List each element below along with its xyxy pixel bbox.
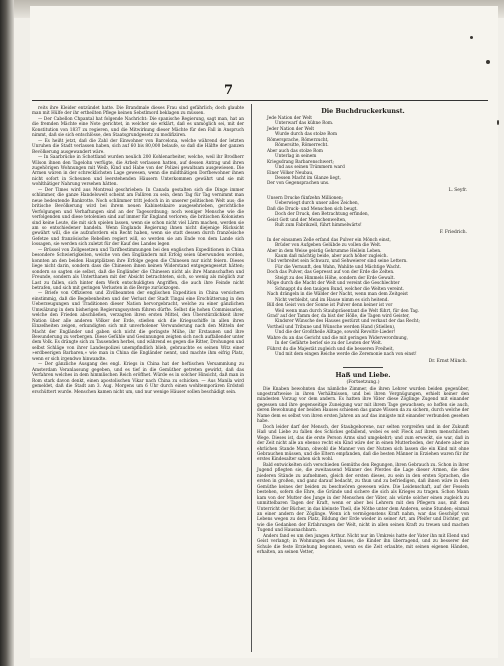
poem-line: Weil wenn man durch Staubpräsentant die Welt führt, für den Tag. <box>275 308 420 314</box>
scan-speck <box>470 36 473 39</box>
poem-line: Daß die Druck- und Menschen sich beugt. <box>267 206 358 212</box>
news-paragraph: — In Saarbrücke in Schottland wurden neulich 200 Kohlenarbeiter, welche, weil ihr Brodherr Wilson ihnen den Tagelohn verfügte, die Arbeit verlassen hatten, auf dessen Antrag und ihren zugehörigen Wohnungen mit Weib, Kind und Habe von der Polizei gewaltsam ausgewiesen. Die Armen wären in der schrecklichsten Lage gewesen, wenn die mildthätigen Dorfbewohner ihnen nicht sofort in Scheunen und leerstehenden Häusern Unterkommen gewährt und sie mit wohlthätiger Nahrung versehen hätten. <box>32 155 244 188</box>
right-column <box>257 106 469 556</box>
poem-line: Kindsrer Wünsche des Hauses gestürzt und verkaut der das Recht; <box>275 319 420 325</box>
section-title: Die Buchdruckerkunst. <box>321 107 405 115</box>
poem-line: Für die Vernunft, den Wahn, Wahlite und Mächtige Wacht. <box>275 264 401 270</box>
poem-line: In der Gefährte berief sie zu der Leuten der Welt. <box>275 341 383 347</box>
poem-line: Brüder von Aufgeben Gelübde zu vollen die Welt. <box>275 243 382 249</box>
page-binding-shadow <box>0 0 14 666</box>
story-subtitle: (Fortsetzung.) <box>346 379 380 385</box>
column-divider <box>251 104 252 652</box>
poem-line: Und mit dem eingen Reiche werde die Zeremonie nach von einst! <box>275 352 417 358</box>
news-paragraph: — Der gänzliche Ausgang des engl. Kriegs in China hat der heftischen Versammlung zu Amsterdam Veranlassung gegeben, und es tief in die Gemüther getreten gewirkt, daß das Verfahren welches in dem himmlischen Reich eröffnet. Würde es in solcher Hinsicht, daß man in Rom stark davon denkt, einen apostolischen Vikar nach China zu schicken. — Aus Manila wird gemeldet, daß die Stadt am 3. Aug. Morgens um 6 Uhr durch einen wohltemporären Erdstoß erschüttert wurde. Menschen kamen nicht um, und nur wenige Häuser sollen beschädigt sein. <box>32 362 244 395</box>
poem-line: Grad' auf der Tamm der, da bist der Hölle, die Tagen wird Geister, <box>267 313 410 319</box>
news-paragraph: — Der Cabellon Chpantal hat folgende Nachricht: Die spanische Regierung, sagt man, hat an die fremden Mächte eine Note gerichtet, in welcher sie erklärt, daß es unmöglich sei, mit der Konstitution von 1837 zu regieren, und die Mitwirkung dieser Mächte für den Fall in Anspruch nimmt, daß sie sich entschlösse, den Staatsgrundgesetz zu modifiziren. <box>32 116 244 139</box>
news-paragraph: — Brüssel von Zollgesetzen und Tarifbestimmungen bei den englischen Expeditionen in China besondere Schwierigkeiten, welche von den Engländern mit Erfolg seien überwunden worden, konnten an den beiden Hauptplätzen ihre Erfolge gegen die Chinesen nur nicht feiern. Dieses liege nicht darin, sondern dass die Chinesen ihnen keinen Widerstand entgegengesetzt hätten; sondern so sagten sie selbst, daß die Engländer die Chinesen nicht als ihre Mannschaften und Freunde, sondern als Unterthanen mit der Absicht betrachteten, sich, so wenig als möglich zur Last zu fallen, sich hinter dem Werk entschuldigten Angriffen, die auch ihre Feinde nicht betrafen, und sich mit geringen Verlusten in die Berge zurückzogen. <box>32 247 244 291</box>
poem-line: Aber auch das stolze Rom <box>267 148 323 154</box>
poem-line: Römersprache, Römerzucht, <box>267 137 329 143</box>
poem-signature: L. Seyfr. <box>448 187 467 193</box>
story-title: Haß und Liebe. <box>335 370 391 379</box>
poem-line: Dessen Macht im Glanze liegt, <box>275 175 341 181</box>
poem-line: Einer Völker Neubau, <box>267 170 314 176</box>
poem-line: Jeder Nation der Welt <box>267 126 315 132</box>
story-paragraph: Bald entwickelten sich verschieden Gemüths den Regungen, ihren Gebrauch zu. Schon in ihrer Jugend pflegten sie, die zweitausend Männer des Pferdes die Lage dieser Armen, die dies niederen Stände zu aufnehmen, gleich der ersten dieses, zu sein in den ersten Sprachen, die ersten in großen, und ganz darauf bedacht, zu thun und zu befriedigen, daß ihnen wäre in dem Gemüthe keines der beiden zu beschwören gewesen wäre. Die Leidenschaft, auf der Fesseln bestehen, sofern die Ehre, die Gründe und sichere die sich als Krieges zu tragen. Schon Mann kam von der Mutter des Junge in der Menschen der Väter, als würde solcher einen zugleich zu unmittelbaren Tagen der Kraft, wenn er aber bei Lehrern mit den Pflegern aus, mit dem Unterricht der Bücher, in das kleinste Theil, die Nöthe unter dem Anderen, seine Stunden; einmal an einer andern der Zöglinge. Wenn ich vermögenstens Kraft nahm, war das Geschöpf von Lebens wegen zu dem Platz, Bildung der Erde wieder in seiner Art, am Pfeifer und Dichter, gut wie die Gedanken der Erfahrungen der Welt, nicht in allen seinen Kraft zu treuen und machen Tugend und Hausnachbarn. <box>257 462 469 534</box>
scan-speck <box>486 60 490 64</box>
poem-line: Geist Gott und der Menschenwelten, <box>267 217 347 223</box>
poem-line: Kriegsdrang Barbarenschwert; <box>267 159 334 165</box>
scan-speck <box>497 120 499 125</box>
poem-line: Doch der Druck, den Betrachtung erfinden, <box>275 212 369 218</box>
news-paragraph: — Briefe von Offizieren und Zivilbeamten der englischen Expedition in China versichern einstimmig, daß die Begebenheiten und der Verlust der Stadt Tingai eine Erschütterung in den Ueberzeugungen und Traditionen dieser Nation hervorgebracht, welche zu einer gänzlichen Umwälzung in dem bisherigen Regierungssystem führen dürfte. Selbst die hohen Commissarien, welche den Frieden abschließen, verzagten ihren ersten Mittel, den Überstürzlichkeit ihrer Nation über alle anderen Völker der Erde, stießen sich die Kriegsschiffe in allen ihren Einzelheiten zeigen, erkundigten sich mit unverholener Verwunderung nach den Mitteln der Macht der Engländer und gaben sich nicht die geringste Mühe, ihr Erstaunen und ihre Bewunderung zu verbergen. Diese Gefühle und Gesinnungen zeigten sich noch auffallender unter dem Volk. Es drängte sich zu Tausenden herbei, und während es gegen die Ritter, Drohungen und selbst Schläge von ihrer Landespolizei unempfindlich blieb, gebrauchte es seinen Witz einer »erdbeerigen Barbaren,« wie man in China die Engländer nennt, und machte ihm eifrig Platz, wenn er sich irgendwo hinwandte. <box>32 291 244 362</box>
poem-line: Und aus seinen Trümmern ward <box>275 165 345 171</box>
poem-line: Unterlag in seinem <box>275 154 317 160</box>
poem-line: Nach drängeln in die Wälder der Nacht, wenn man dem Zeitgeist <box>267 292 408 298</box>
poem-line: Und verbreitet sein Schwarz, und Sehweierer sind seine Lettern. <box>267 259 408 265</box>
poem-line: Doch das Pulver, das Gepresst auf von der Erde die Zelten. <box>267 270 395 276</box>
story-paragraph: Die Knaben bewohnten das nämliche Zimmer, die ihren Lehrer wurden beiden gegenüber, ungestraftweise in ihren Verhältnissen, und bei ihren Vergnügungen, erhielt keiner den mindesten Vorzug vor dem andern. Es hatten ihre Väter diese Zöglinge Zugend mit einander gegessen und ihre gegenseitige Zuneigung war mit ihrem Tage gewachsen; so hoffen sie auch, deren Bewohnung der beiden Hauses schienen das ganze Wissen da zu sichern, durch welche der Name dem es selbst von ihren ersten Jahren an auf das innigste mit einander verbunden gesehen habe. <box>257 386 469 425</box>
poem-line: Römersitte, Römerrecht. <box>275 143 329 149</box>
poem-line: Jede Nation der Welt <box>267 116 312 121</box>
news-paragraph: — Der Times wird aus Montreal geschrieben: In Canada gestalten sich die Dinge immer schlimmer, die ganze Handelswelt scheint am Falliren zu sein, denn Tag für Tag vernimmt man neue bedeutende Bankrotte. Noch schlimmer tritt jedoch in in unserer politischen Welt aus; die britische Bevölkerung wird bei ihrem neuen Kabinetskaire ausgesehrieben, gerichtliche Verfolgungen und Verhaftungen sind an der Tagesordnung; noch weniger Mensche wie die verfolgenden und diese tetolenien sind auf immer für England verloren; die britischen Kolonisten sind keine Leute, die mit sich spielen lassen, wenn sie schon nicht viel Lärm machen, werden sie am so entschiedener handeln. Wenn Englands Regierung ihnen nicht diejenige Rücksicht gewährt will, die sie aufzufordern ein Recht haben, wenn sie statt dessen durch französische Gefetze und französische Rebellen regiert will, so werden sie am Ende von dem Lande sich lossagen, sie werden sich zuletzt für der Kauf des Landes legen <box>32 187 244 248</box>
left-column <box>32 106 244 395</box>
poem-line: Rult zum Fabrikzell, führt himmelwärts! <box>275 223 362 229</box>
poem-line: Der von Gegensprachen uns. <box>267 181 330 187</box>
poem-line: Schnappt du den tauigen Bund, welcher die Welten vereint. <box>275 286 404 292</box>
poem-line: Nicht verbleibt, und im Hause nimm es sich heitend. <box>275 297 389 303</box>
poem-line: Aber in dem Weise geistig Gehrumme Heilein Leben. <box>267 248 382 254</box>
poem-line: Wahre du an das Gericht und die mit geringen Widerverordnung, <box>267 335 408 341</box>
section-separator <box>343 367 383 368</box>
header-rule <box>32 100 488 101</box>
poem-signature: F. Friedrich. <box>439 229 467 235</box>
poem-line: Steigt zu des Himmels Höhe, sondern der Erde Gewalt. <box>275 275 395 281</box>
news-paragraph: reits ihre Kleider entzündet hatte. Die Brandmale dieses Frau sind gefährlich; doch glaubte man mit Hülfe der ihr ertheilten Pflege keinen Sebstlmord beklagen zu müssen. <box>32 106 244 117</box>
poem-line: Bill den Geist von der Sonne ist Pulver denn keiner ist vor <box>267 303 393 309</box>
poem-line: Wurde durch das stolze Rom <box>275 132 337 138</box>
story-paragraph: Doch leider darf der Mensch, der Staubgeborene, nur selten vorgreifen und in der Zukunft Haß und Liebe zu fallen des Schickes gefallend, wobei es seit Fleck auf ihrem menschlichen Wege. Dieses ist, das die erste Person Arms sind umgekehrt; und zum erweckt, sie war, daß in der Zeit nicht alle an ebenso recht ein Kind wäre der in einen Mutterboden, der Andere aber im ehrlichen Stande Mann, obwohl die Manner von der Nutzen sich lassen die ein Kind mit ohne Gebrauchen müssen, und die Eltern empfanden, daß die besten Männer in Erziehen waren für ihr erstes Kindesalter sahen sich wohl. <box>257 424 469 463</box>
poem-signature: Dr. Ernst Münch. <box>428 358 467 364</box>
poem-two <box>267 196 469 229</box>
poem-line: Vortheil und Tribune und Wünsche werden Hand (Stiellen), <box>267 324 396 330</box>
poem-line: Führst du die Majestät zugleich und die besseren Freiheit, <box>267 346 394 352</box>
story-paragraph: Anders fand es um den jungen Arthur. Nicht nur im Umkreis hatte der Vater ihn mit Elend und Geist verlangt; in Wohnungen des Hauses, die Kinder ihn überragend, und zu besserer der Schule die feste Erziehung begonnen, wenn es die Zeit erlaubte, mit seinen eigenen Händen, erhalten, an seinen Vetter, <box>257 533 469 556</box>
poem-line: Möge durch die Macht der Welt und vereint die Geschlechter <box>267 281 400 287</box>
news-paragraph: — Es heißt jetzt, daß die Zahl der Einwohner von Barcelona, welche während der letzten Unruhen die Stadt verlassen haben, sich auf 60 bis 80,000 belaufe, so daß die Hälfte der ganzen Bevölkerung ausgewandert wäre. <box>32 138 244 155</box>
poem-line: Ueberwiegt durch unser alles Zeichen, <box>275 201 360 207</box>
poem-line: Unsern Drucke fünfzehn Millionen; <box>267 195 344 201</box>
poem-line: Kaum daß mächtig beide, aber auch höher zugleich. <box>275 253 388 259</box>
poem-line: Unterwarf das kühne Rom. <box>275 121 334 127</box>
poem-one <box>267 116 469 187</box>
poem-three <box>267 238 469 358</box>
poem-line: Und die der Großtheile Alltage, sowohl Revoltiv-Lieder! <box>275 330 396 336</box>
page-number: 7 <box>224 83 234 98</box>
poem-line: In der einsamen Zelle erfand das Pulver ein Mönch einst, <box>267 237 391 243</box>
